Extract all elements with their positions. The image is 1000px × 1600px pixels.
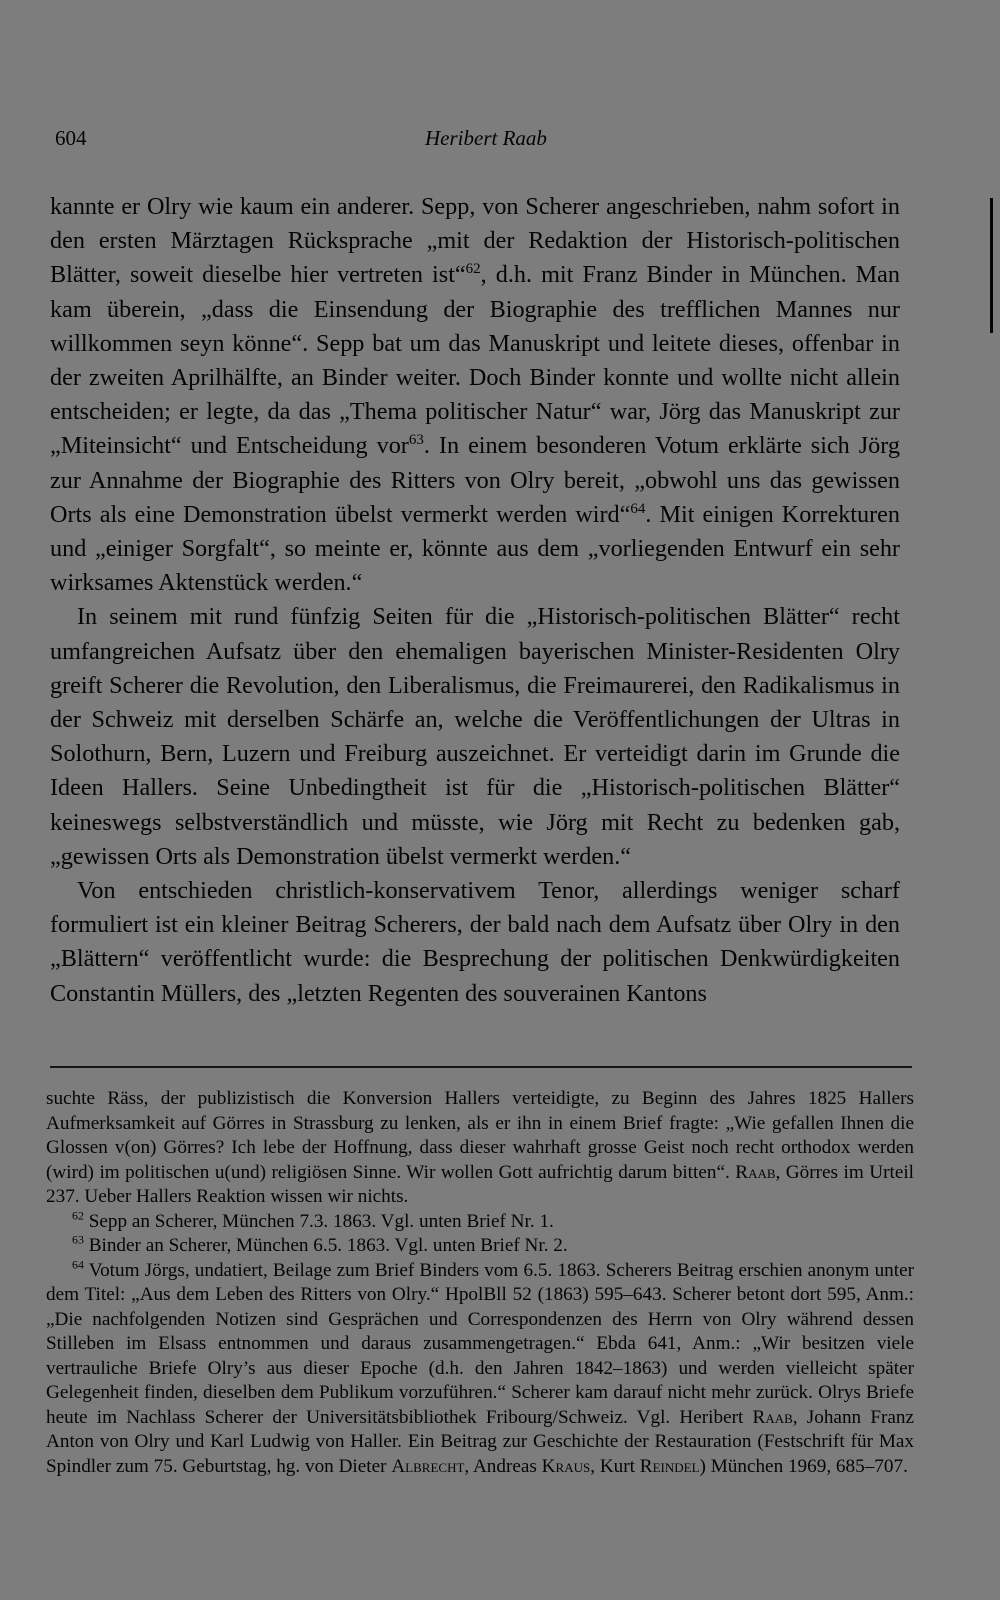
footnotes [46,1087,914,1479]
footnote-number: 62 [72,1208,84,1223]
paragraph: Von entschieden christlich-konservativem Tenor, allerdings weniger scharf formuliert ist ein kleiner Beitrag Scherers, der bald nach dem Aufsatz über Olry in den „Blättern“ veröffentlicht wurde: die Besprechung der politischen Denkwürdigkeiten Constantin Müllers, des „letzten Regenten des souverainen Kantons [50,877,900,1007]
margin-change-bar [990,198,993,333]
running-head [55,126,905,156]
footnote-number: 64 [72,1257,84,1272]
page-number: 604 [55,126,87,150]
footnote-continuation [46,1087,914,1210]
author-name: Kraus [541,1455,591,1477]
footnote-number: 63 [72,1232,84,1247]
footnote-text: Sepp an Scherer, München 7.3. 1863. Vgl. unten Brief Nr. 1. [88,1210,554,1232]
main-text [50,190,900,1011]
footnote-text: , Kurt [590,1455,640,1477]
author-name: Reindel [639,1455,700,1477]
paragraph-text: . In einem besonderen Votum erklärte sich Jörg zur Annahme der Biographie des Ritters von Olry bereit, „obwohl uns das gewissen Orts als eine Demonstration übelst vermerkt werden wird“ [50,432,900,528]
footnote-text: , Johann Franz Anton von Olry und Karl Ludwig von Haller. Ein Beitrag zur Geschichte der Restauration (Festschrift für Max Spindler zum 75. Geburtstag, hg. von Dieter [46,1406,915,1477]
footnote-ref: 62 [465,261,481,278]
running-head-author: Heribert Raab [425,126,547,150]
footnote-64 [46,1259,914,1480]
footnote-63 [46,1234,914,1259]
footnote-ref: 63 [408,432,424,449]
author-name: Raab [752,1406,793,1428]
footnote-ref: 64 [630,500,646,517]
paragraph [50,190,900,600]
author-name: Albrecht [391,1455,465,1477]
footnote-62 [46,1210,914,1235]
footnote-text: suchte Räss, der publizistisch die Konversion Hallers verteidigte, zu Beginn des Jahres 1825 Hallers Aufmerksamkeit auf Görres in Strassburg zu lenken, als er ihn in einem Brief fragte: „Wie gefallen Ihnen die Glossen v(on) Görres? Ich lebe der Hoffnung, dass dieser wahrhaft grosse Geist noch recht orthodox werden (wird) im politischen u(und) religiösen Sinne. Wir wollen Gott aufrichtig darum bitten“. [46,1088,914,1183]
footnote-text: Binder an Scherer, München 6.5. 1863. Vgl. unten Brief Nr. 2. [88,1235,568,1256]
footnote-divider [50,1066,912,1068]
footnote-text: , Andreas [464,1455,542,1477]
footnote-text: , Görres im Urteil 237. Ueber Hallers Reaktion wissen wir nichts. [46,1161,915,1207]
footnote-text: Votum Jörgs, undatiert, Beilage zum Brief Binders vom 6.5. 1863. Scherers Beitrag erschien anonym unter dem Titel: „Aus dem Leben des Ritters von Olry.“ HpolBll 52 (1863) 595–643. Scherer betont dort 595, Anm.: „Die nachfolgenden Notizen sind Gesprächen und Correspondenzen des Herrn von Olry während dessen Stilleben im Elsass entnommen und daraus zusammengetragen.“ Ebda 641, Anm.: „Wir besitzen viele vertrauliche Briefe Olry’s aus dieser Epoche (d.h. den Jahren 1842–1863) und werden vielleicht später Gelegenheit finden, dieselben dem Publikum vorzuführen.“ Scherer kam darauf nicht mehr zurück. Olrys Briefe heute im Nachlass Scherer der Universitätsbibliothek Fribourg/Schweiz. Vgl. Heribert [46,1259,914,1428]
paragraph: In seinem mit rund fünfzig Seiten für die „Historisch-politischen Blätter“ recht umfangreichen Aufsatz über den ehemaligen bayerischen Minister-Residenten Olry greift Scherer die Revolution, den Liberalismus, die Freimaurerei, den Radikalismus in der Schweiz mit derselben Schärfe an, welche die Veröffentlichungen der Ultras in Solothurn, Bern, Luzern und Freiburg auszeichnet. Er verteidigt darin im Grunde die Ideen Hallers. Seine Unbedingtheit ist für die „Historisch-politischen Blätter“ keineswegs selbstverständlich und müsste, wie Jörg mit Recht zu bedenken gab, „gewissen Orts als Demonstration übelst vermerkt werden.“ [50,603,900,870]
footnote-text: ) München 1969, 685–707. [699,1455,908,1477]
paragraph-text: kannte er Olry wie kaum ein anderer. Sepp, von Scherer angeschrieben, nahm sofort in den ersten Märztagen Rücksprache „mit der Redaktion der Historisch-politischen Blätter, soweit dieselbe hier vertreten ist“ [50,193,900,289]
paragraph-text: . Mit einigen Korrekturen und „einiger Sorgfalt“, so meinte er, könnte aus dem „vorliegenden Entwurf ein sehr wirksames Aktenstück werden.“ [50,500,900,597]
author-name: Raab [735,1161,776,1183]
paragraph-text: , d.h. mit Franz Binder in München. Man kam überein, „dass die Einsendung der Biographie des trefflichen Mannes nur willkommen seyn könne“. Sepp bat um das Manuskript und leitete dieses, offenbar in der zweiten Aprilhälfte, an Binder weiter. Doch Binder konnte und wollte nicht allein entscheiden; er legte, da das „Thema politischer Natur“ war, Jörg das Manuskript zur „Miteinsicht“ und Entscheidung vor [50,261,900,460]
